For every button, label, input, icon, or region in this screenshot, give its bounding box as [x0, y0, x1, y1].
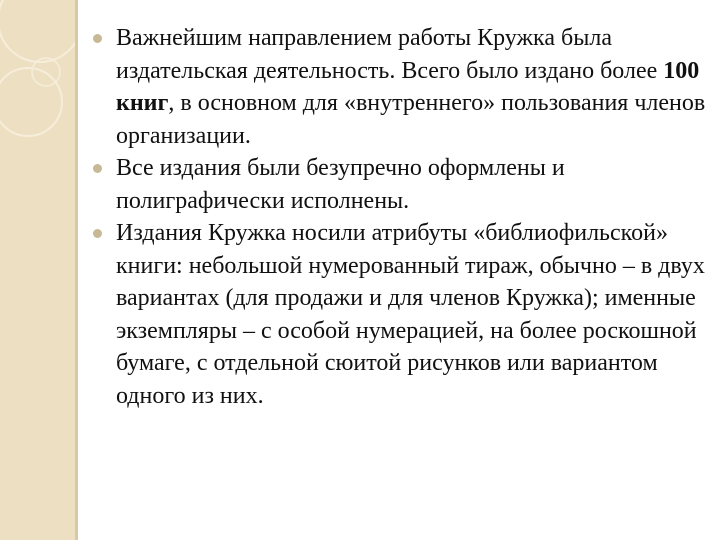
bullet-list: [95, 22, 707, 412]
bullet-text: Важнейшим направлением работы Кружка была издательская деятельность. Всего было издано более: [116, 25, 664, 84]
decor-ring-medium: [0, 68, 62, 136]
bullet-item-design: [95, 152, 707, 217]
bullet-item-publishing: [95, 22, 707, 152]
decor-rings: [0, 0, 78, 540]
bullet-icon: [93, 164, 102, 173]
bullet-icon: [93, 229, 102, 238]
bullet-item-attributes: [95, 217, 707, 412]
bullet-icon: [93, 34, 102, 43]
side-divider: [75, 0, 78, 540]
bullet-text-bold: 100 книг: [116, 57, 700, 116]
bullet-text: Все издания были безупречно оформлены и полиграфически исполнены.: [116, 155, 565, 214]
slide-content: [95, 22, 707, 412]
bullet-text: Издания Кружка носили атрибуты «библиофильской» книги: небольшой нумерованный тираж, обычно – в двух вариантах (для продажи и для членов Кружка); именные экземпляры – с особой нумерацией, на более роскошной бумаге, с отдельной сюитой рисунков или вариантом одного из них.: [116, 220, 705, 409]
bullet-text: , в основном для «внутреннего» пользования членов организации.: [116, 90, 706, 149]
decor-ring-large: [0, 0, 78, 62]
